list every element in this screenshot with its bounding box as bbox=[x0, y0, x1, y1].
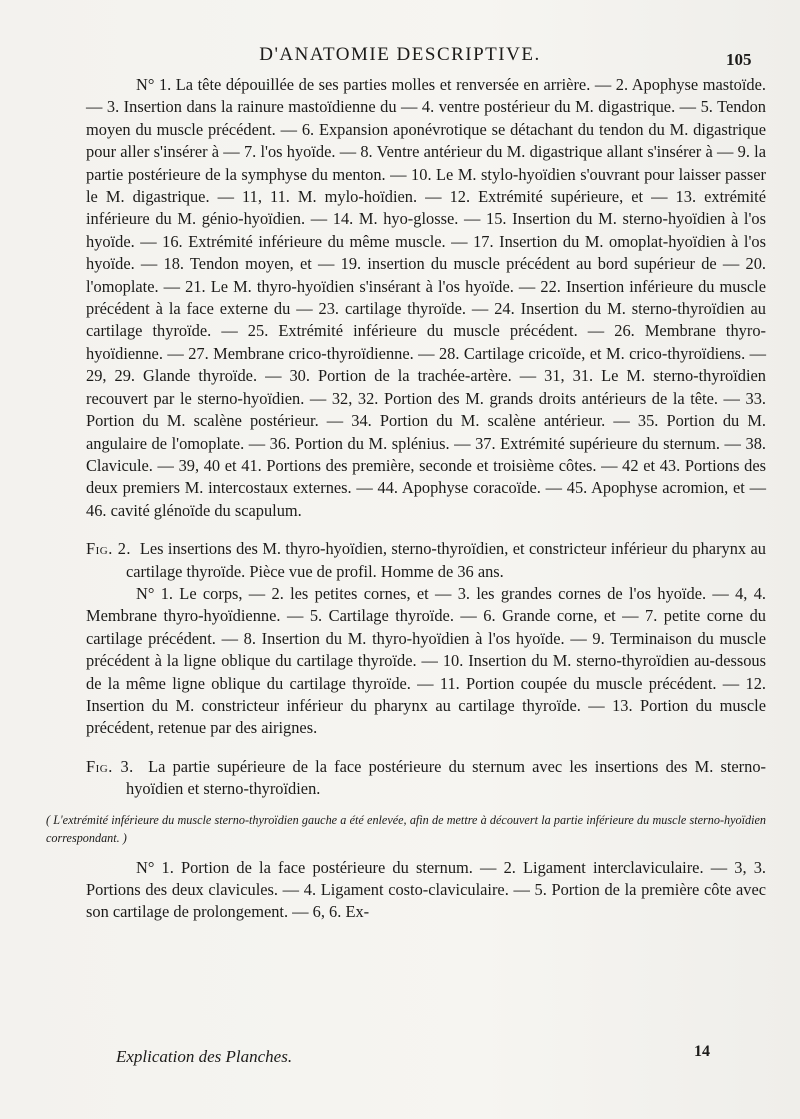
fig2-caption bbox=[86, 538, 766, 583]
page-body bbox=[46, 74, 766, 924]
fig2-legend-paragraph: N° 1. Le corps, — 2. les petites cornes, et — 3. les grandes cornes de l'os hyoïde. — 4, 4. Membrane thyro-hyoïdienne. — 5. Cartilage thyroïde. — 6. Grande corne, et — 7. petite corne du cartilage précédent. — 8. Insertion du M. thyro-hyoïdien à l'os hyoïde. — 9. Terminaison du muscle précédent à la ligne oblique du cartilage thyroïde. — 10. Insertion du M. sterno-thyroïdien au-dessous de la même ligne oblique du cartilage thyroïde. — 11. Portion coupée du muscle précédent. — 12. Insertion du M. constricteur inférieur du pharynx au cartilage thyroïde. — 13. Portion du muscle précédent, retenue par des airignes. bbox=[86, 583, 766, 738]
fig3-caption bbox=[86, 756, 766, 801]
fig1-legend-paragraph: N° 1. La tête dépouillée de ses parties molles et renversée en arrière. — 2. Apophyse mastoïde. — 3. Insertion dans la rainure mastoïdienne du — 4. ventre postérieur du M. digastrique. — 5. Tendon moyen du muscle précédent. — 6. Expansion aponévrotique se détachant du tendon du M. digastrique pour aller s'insérer à — 7. l'os hyoïde. — 8. Ventre antérieur du M. digastrique allant s'insérer à — 9. la partie postérieure de la symphyse du menton. — 10. Le M. stylo-hyoïdien s'ouvrant pour laisser passer le M. digastrique. — 11, 11. M. mylo-hoïdien. — 12. Extrémité supérieure, et — 13. extrémité inférieure du M. génio-hyoïdien. — 14. M. hyo-glosse. — 15. Insertion du M. sterno-hyoïdien à l'os hyoïde. — 16. Extrémité inférieure du même muscle. — 17. Insertion du M. omoplat-hyoïdien à l'os hyoïde. — 18. Tendon moyen, et — 19. insertion du muscle précédent au bord supérieur de — 20. l'omoplate. — 21. Le M. thyro-hyoïdien s'insérant à l'os hyoïde. — 22. Insertion inférieure du muscle précédent à la face externe du — 23. cartilage thyroïde. — 24. Insertion du M. sterno-thyroïdien au cartilage thyroïde. — 25. Extrémité inférieure du muscle précédent. — 26. Membrane thyro-hyoïdienne. — 27. Membrane crico-thyroïdienne. — 28. Cartilage cricoïde, et M. crico-thyroïdiens. — 29, 29. Glande thyroïde. — 30. Portion de la trachée-artère. — 31, 31. Le M. sterno-thyroïdien recouvert par le sterno-hyoïdien. — 32, 32. Portion des M. grands droits antérieurs de la tête. — 33. Portion du M. scalène postérieur. — 34. Portion du M. scalène antérieur. — 35. Portion du M. angulaire de l'omoplate. — 36. Portion du M. splénius. — 37. Extrémité supérieure du sternum. — 38. Clavicule. — 39, 40 et 41. Portions des première, seconde et troisième côtes. — 42 et 43. Portions des deux premiers M. intercostaux externes. — 44. Apophyse coracoïde. — 45. Apophyse acromion, et — 46. cavité glénoïde du scapulum. bbox=[86, 75, 766, 520]
fig3-label: Fig. 3. bbox=[86, 756, 134, 776]
running-title: D'ANATOMIE DESCRIPTIVE. bbox=[259, 44, 541, 65]
signature-mark: 14 bbox=[694, 1043, 710, 1060]
page-number: 105 bbox=[726, 50, 752, 69]
fig3-caption-text: La partie supérieure de la face postérieure du sternum avec les insertions des M. sterno-hyoïdien et sterno-thyroïdien. bbox=[126, 756, 766, 799]
fig2-caption-text: Les insertions des M. thyro-hyoïdien, sterno-thyroïdien, et constricteur inférieur du pharynx au cartilage thyroïde. Pièce vue de profil. Homme de 36 ans. bbox=[126, 539, 766, 581]
footer-caption: Explication des Planches. bbox=[116, 1047, 293, 1066]
fig3-legend-paragraph: N° 1. Portion de la face postérieure du sternum. — 2. Ligament interclaviculaire. — 3, 3. Portions des deux clavicules. — 4. Ligament costo-claviculaire. — 5. Portion de la première côte avec son cartilage de prolongement. — 6, 6. Ex- bbox=[86, 857, 766, 922]
footnote-remark: ( L'extrémité inférieure du muscle sterno-thyroïdien gauche a été enlevée, afin de mettre à découvert la partie inférieure du muscle sterno-hyoïdien correspondant. ) bbox=[46, 812, 766, 845]
fig2-label: Fig. 2. bbox=[86, 539, 132, 559]
